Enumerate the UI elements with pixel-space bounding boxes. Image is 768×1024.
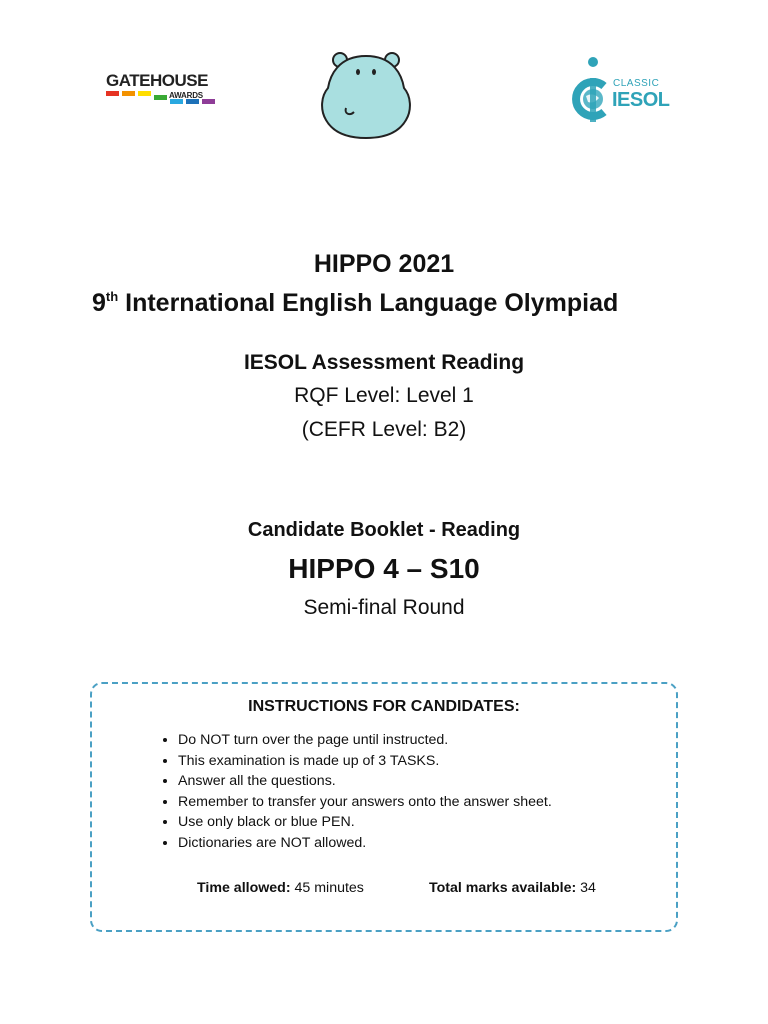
instructions-list <box>152 730 552 853</box>
gatehouse-awards-logo <box>106 72 218 112</box>
gatehouse-logo-subtext: AWARDS <box>169 91 203 100</box>
iesol-classic-text: CLASSIC <box>613 78 660 89</box>
olympiad-title <box>92 289 618 318</box>
list-item: • Dictionaries are NOT allowed. <box>178 833 552 854</box>
booklet-label: Candidate Booklet - Reading <box>247 519 521 541</box>
time-allowed <box>197 880 364 896</box>
list-item: • This examination is made up of 3 TASKS. <box>178 751 552 772</box>
instructions-title: INSTRUCTIONS FOR CANDIDATES: <box>248 698 520 715</box>
total-marks <box>429 880 596 896</box>
olympiad-text: International English Language Olympiad <box>118 289 619 317</box>
olympiad-number: 9 <box>92 289 106 317</box>
classic-iesol-logo <box>566 54 676 126</box>
list-item: • Remember to transfer your answers onto the answer sheet. <box>178 792 552 813</box>
cefr-level: (CEFR Level: B2) <box>301 418 467 441</box>
time-allowed-value: 45 minutes <box>290 880 364 896</box>
booklet-code: HIPPO 4 – S10 <box>288 553 480 584</box>
list-item: • Do NOT turn over the page until instructed. <box>178 730 552 751</box>
iesol-logo-text: IESOL <box>612 89 670 111</box>
exam-title: HIPPO 2021 <box>313 250 455 278</box>
time-allowed-label: Time allowed: <box>197 880 291 896</box>
instructions-box <box>90 682 678 932</box>
round-name: Semi-final Round <box>303 596 465 619</box>
rqf-level: RQF Level: Level 1 <box>294 384 474 407</box>
total-marks-label: Total marks available: <box>429 880 577 896</box>
total-marks-value: 34 <box>576 880 596 896</box>
olympiad-ordinal-suffix: th <box>105 289 119 304</box>
assessment-name: IESOL Assessment Reading <box>243 351 525 374</box>
gatehouse-logo-text: GATEHOUSE <box>106 71 208 90</box>
hippo-mascot-logo <box>316 48 416 140</box>
list-item: • Answer all the questions. <box>178 771 552 792</box>
list-item: • Use only black or blue PEN. <box>178 812 552 833</box>
